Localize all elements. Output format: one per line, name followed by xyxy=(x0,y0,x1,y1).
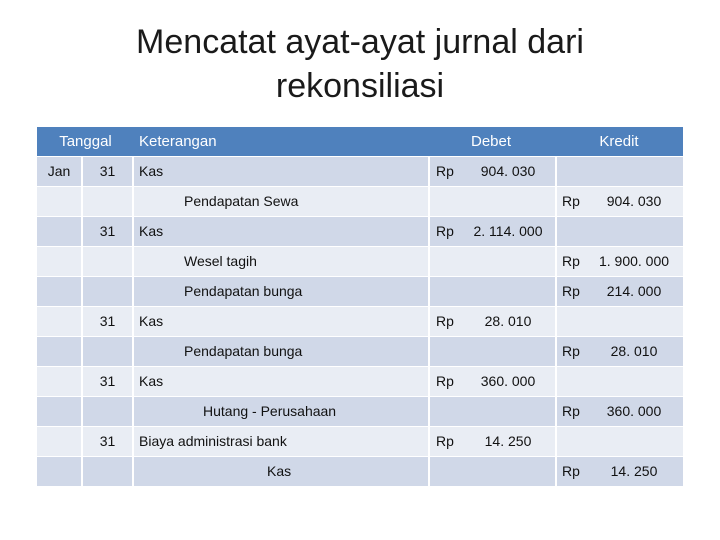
cell-kredit-amount: 904. 030 xyxy=(606,193,662,209)
cell-background xyxy=(134,307,428,336)
header-tanggal: Tanggal xyxy=(59,133,112,150)
cell-kredit-rp xyxy=(557,157,585,186)
cell-day xyxy=(83,247,132,276)
journal-table xyxy=(37,127,683,487)
cell-day xyxy=(83,337,132,366)
table-row xyxy=(37,457,683,486)
cell-day: 31 xyxy=(99,163,116,179)
cell-background xyxy=(134,157,428,186)
cell-debet-amount: 14. 250 xyxy=(484,433,532,449)
cell-debet-amount xyxy=(461,337,555,366)
cell-keterangan: Hutang - Perusahaan xyxy=(203,403,337,419)
cell-keterangan: Pendapatan bunga xyxy=(184,343,303,359)
cell-kredit-rp: Rp xyxy=(562,253,580,269)
cell-month xyxy=(37,187,81,216)
cell-keterangan: Kas xyxy=(267,463,292,479)
cell-debet-amount xyxy=(461,277,555,306)
cell-kredit-amount xyxy=(585,307,683,336)
cell-keterangan: Pendapatan bunga xyxy=(184,283,303,299)
table-row xyxy=(37,247,683,276)
cell-debet-amount xyxy=(461,187,555,216)
cell-kredit-rp: Rp xyxy=(562,343,580,359)
table-row xyxy=(37,427,683,456)
table-header xyxy=(37,127,683,156)
cell-kredit-rp: Rp xyxy=(562,463,580,479)
cell-month xyxy=(37,307,81,336)
cell-day xyxy=(83,187,132,216)
cell-month xyxy=(37,217,81,246)
cell-debet-rp xyxy=(430,397,460,426)
cell-keterangan: Wesel tagih xyxy=(184,253,257,269)
cell-month xyxy=(37,367,81,396)
table-row xyxy=(37,217,683,246)
cell-kredit-amount xyxy=(585,217,683,246)
cell-keterangan: Pendapatan Sewa xyxy=(184,193,299,209)
cell-debet-amount: 2. 114. 000 xyxy=(473,223,543,239)
table-body xyxy=(37,157,683,486)
cell-debet-rp: Rp xyxy=(436,223,454,239)
cell-debet-rp: Rp xyxy=(436,433,454,449)
cell-kredit-amount: 214. 000 xyxy=(606,283,662,299)
cell-debet-rp: Rp xyxy=(436,163,454,179)
cell-kredit-amount xyxy=(585,367,683,396)
cell-day: 31 xyxy=(99,223,116,239)
table-row xyxy=(37,397,683,426)
cell-keterangan: Biaya administrasi bank xyxy=(139,433,287,449)
page-title xyxy=(0,20,720,108)
cell-day xyxy=(83,457,132,486)
cell-debet-rp xyxy=(430,457,460,486)
cell-day: 31 xyxy=(99,433,116,449)
cell-day xyxy=(83,277,132,306)
table-row xyxy=(37,187,683,216)
cell-month xyxy=(37,397,81,426)
cell-debet-rp xyxy=(430,247,460,276)
cell-kredit-rp xyxy=(557,427,585,456)
cell-day: 31 xyxy=(99,373,116,389)
cell-debet-amount xyxy=(461,457,555,486)
header-kredit: Kredit xyxy=(599,133,639,150)
title-line-2: rekonsiliasi xyxy=(275,67,445,105)
cell-background xyxy=(134,217,428,246)
table-row xyxy=(37,277,683,306)
cell-keterangan: Kas xyxy=(139,223,164,239)
header-keterangan: Keterangan xyxy=(139,133,217,150)
cell-debet-amount: 904. 030 xyxy=(480,163,536,179)
table-row xyxy=(37,367,683,396)
cell-keterangan: Kas xyxy=(139,313,164,329)
cell-kredit-amount: 360. 000 xyxy=(606,403,662,419)
header-debet: Debet xyxy=(470,133,512,150)
cell-month: Jan xyxy=(47,163,71,179)
cell-debet-rp xyxy=(430,277,460,306)
cell-month xyxy=(37,277,81,306)
cell-kredit-amount xyxy=(585,157,683,186)
cell-kredit-amount xyxy=(585,427,683,456)
cell-debet-rp: Rp xyxy=(436,373,454,389)
cell-kredit-amount: 1. 900. 000 xyxy=(598,253,670,269)
table-row xyxy=(37,157,683,186)
cell-month xyxy=(37,457,81,486)
cell-debet-amount: 360. 000 xyxy=(480,373,536,389)
table-row xyxy=(37,307,683,336)
cell-kredit-rp xyxy=(557,367,585,396)
cell-debet-amount: 28. 010 xyxy=(484,313,532,329)
cell-background xyxy=(134,367,428,396)
cell-kredit-rp: Rp xyxy=(562,403,580,419)
cell-debet-rp: Rp xyxy=(436,313,454,329)
cell-kredit-amount: 28. 010 xyxy=(610,343,658,359)
cell-debet-amount xyxy=(461,397,555,426)
cell-kredit-rp: Rp xyxy=(562,283,580,299)
cell-debet-rp xyxy=(430,187,460,216)
cell-month xyxy=(37,247,81,276)
cell-kredit-rp xyxy=(557,307,585,336)
cell-month xyxy=(37,427,81,456)
cell-background xyxy=(134,247,428,276)
table-row xyxy=(37,337,683,366)
cell-kredit-rp: Rp xyxy=(562,193,580,209)
cell-keterangan: Kas xyxy=(139,373,164,389)
cell-kredit-rp xyxy=(557,217,585,246)
cell-day xyxy=(83,397,132,426)
cell-keterangan: Kas xyxy=(139,163,164,179)
cell-debet-amount xyxy=(461,247,555,276)
title-line-1: Mencatat ayat-ayat jurnal dari xyxy=(136,23,584,61)
cell-kredit-amount: 14. 250 xyxy=(610,463,658,479)
cell-day: 31 xyxy=(99,313,116,329)
cell-month xyxy=(37,337,81,366)
cell-debet-rp xyxy=(430,337,460,366)
